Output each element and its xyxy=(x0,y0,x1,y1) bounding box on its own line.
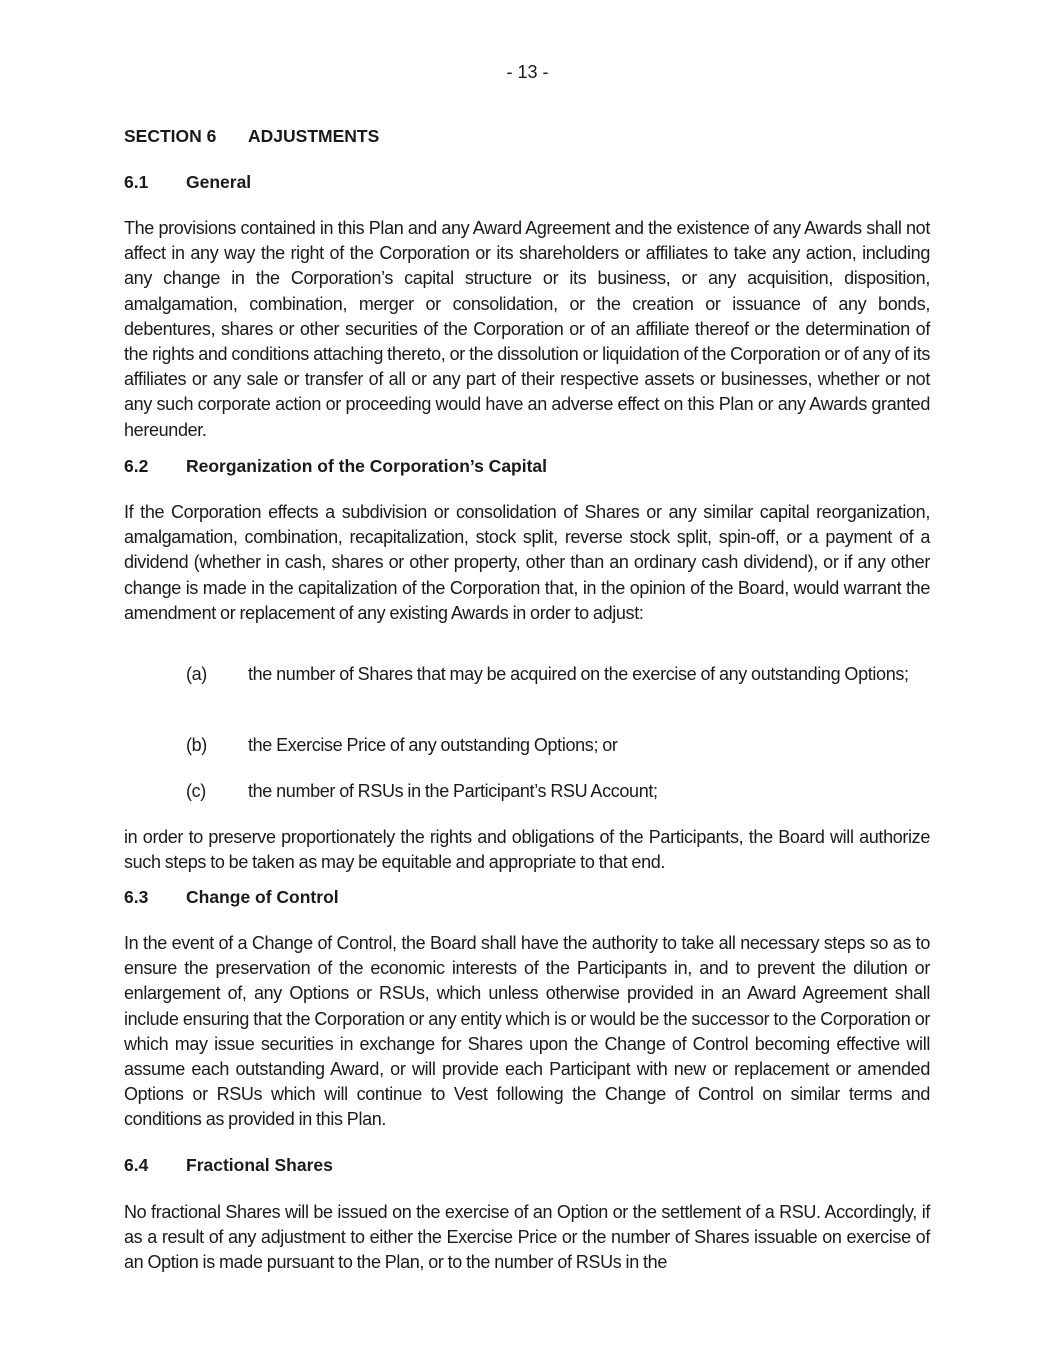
paragraph-6-4: No fractional Shares will be issued on the exercise of an Option or the settlement of a RSU. Accordingly, if as a result of any adjustment to either the Exercise Price or the number of Shares issuable on exercise of an Option is made pursuant to the Plan, or to the number of RSUs in the xyxy=(124,1202,930,1273)
list-item-label: (c) xyxy=(186,781,206,801)
list-item-c xyxy=(186,779,930,804)
list-item-text: the number of Shares that may be acquired on the exercise of any outstanding Options; xyxy=(248,664,909,684)
subsection-title: Reorganization of the Corporation’s Capital xyxy=(186,456,548,476)
subsection-heading-6-1 xyxy=(124,172,251,193)
list-item-a xyxy=(186,662,930,687)
subsection-heading-6-4 xyxy=(124,1155,333,1176)
paragraph-6-1: The provisions contained in this Plan and any Award Agreement and the existence of any Awards shall not affect in any way the right of the Corporation or its shareholders or affiliates to take any action, including any change in the Corporation’s capital structure or its business, or any acquisition, disposition, amalgamation, combination, merger or consolidation, or the creation or issuance of any bonds, debentures, shares or other securities of the Corporation or of an affiliate thereof or the determination of the rights and conditions attaching thereto, or the dissolution or liquidation of the Corporation or of any of its affiliates or any sale or transfer of all or any part of their respective assets or businesses, whether or not any such corporate action or proceeding would have an adverse effect on this Plan or any Awards granted hereunder. xyxy=(124,218,930,440)
subsection-title: Change of Control xyxy=(186,887,339,907)
paragraph-6-2-closing: in order to preserve proportionately the rights and obligations of the Participants, the Board will authorize such steps to be taken as may be equitable and appropriate to that end. xyxy=(124,827,930,873)
section-title: ADJUSTMENTS xyxy=(248,126,380,146)
subsection-number: 6.2 xyxy=(124,456,149,476)
subsection-heading-6-3 xyxy=(124,887,339,908)
section-number: SECTION 6 xyxy=(124,126,217,146)
subsection-title: General xyxy=(186,172,252,192)
subsection-heading-6-2 xyxy=(124,456,547,477)
subsection-number: 6.3 xyxy=(124,887,149,907)
subsection-number: 6.1 xyxy=(124,172,149,192)
subsection-number: 6.4 xyxy=(124,1155,149,1175)
page-number: - 13 - xyxy=(506,62,549,82)
list-item-b xyxy=(186,733,930,758)
list-item-text: the number of RSUs in the Participant’s RSU Account; xyxy=(248,781,658,801)
paragraph-6-3: In the event of a Change of Control, the Board shall have the authority to take all necessary steps so as to ensure the preservation of the economic interests of the Participants in, and to prevent the dilution or enlargement of, any Options or RSUs, which unless otherwise provided in an Award Agreement shall include ensuring that the Corporation or any entity which is or would be the successor to the Corporation or which may issue securities in exchange for Shares upon the Change of Control becoming effective will assume each outstanding Award, or will provide each Participant with new or replacement or amended Options or RSUs which will continue to Vest following the Change of Control on similar terms and conditions as provided in this Plan. xyxy=(124,933,930,1130)
section-heading xyxy=(124,126,379,147)
paragraph-6-2: If the Corporation effects a subdivision or consolidation of Shares or any similar capital reorganization, amalgamation, combination, recapitalization, stock split, reverse stock split, spin-off, or a payment of a dividend (whether in cash, shares or other property, other than an ordinary cash dividend), or if any other change is made in the capitalization of the Corporation that, in the opinion of the Board, would warrant the amendment or replacement of any existing Awards in order to adjust: xyxy=(124,502,930,623)
list-item-label: (a) xyxy=(186,664,207,684)
list-item-label: (b) xyxy=(186,735,207,755)
subsection-title: Fractional Shares xyxy=(186,1155,333,1175)
list-item-text: the Exercise Price of any outstanding Options; or xyxy=(248,735,618,755)
